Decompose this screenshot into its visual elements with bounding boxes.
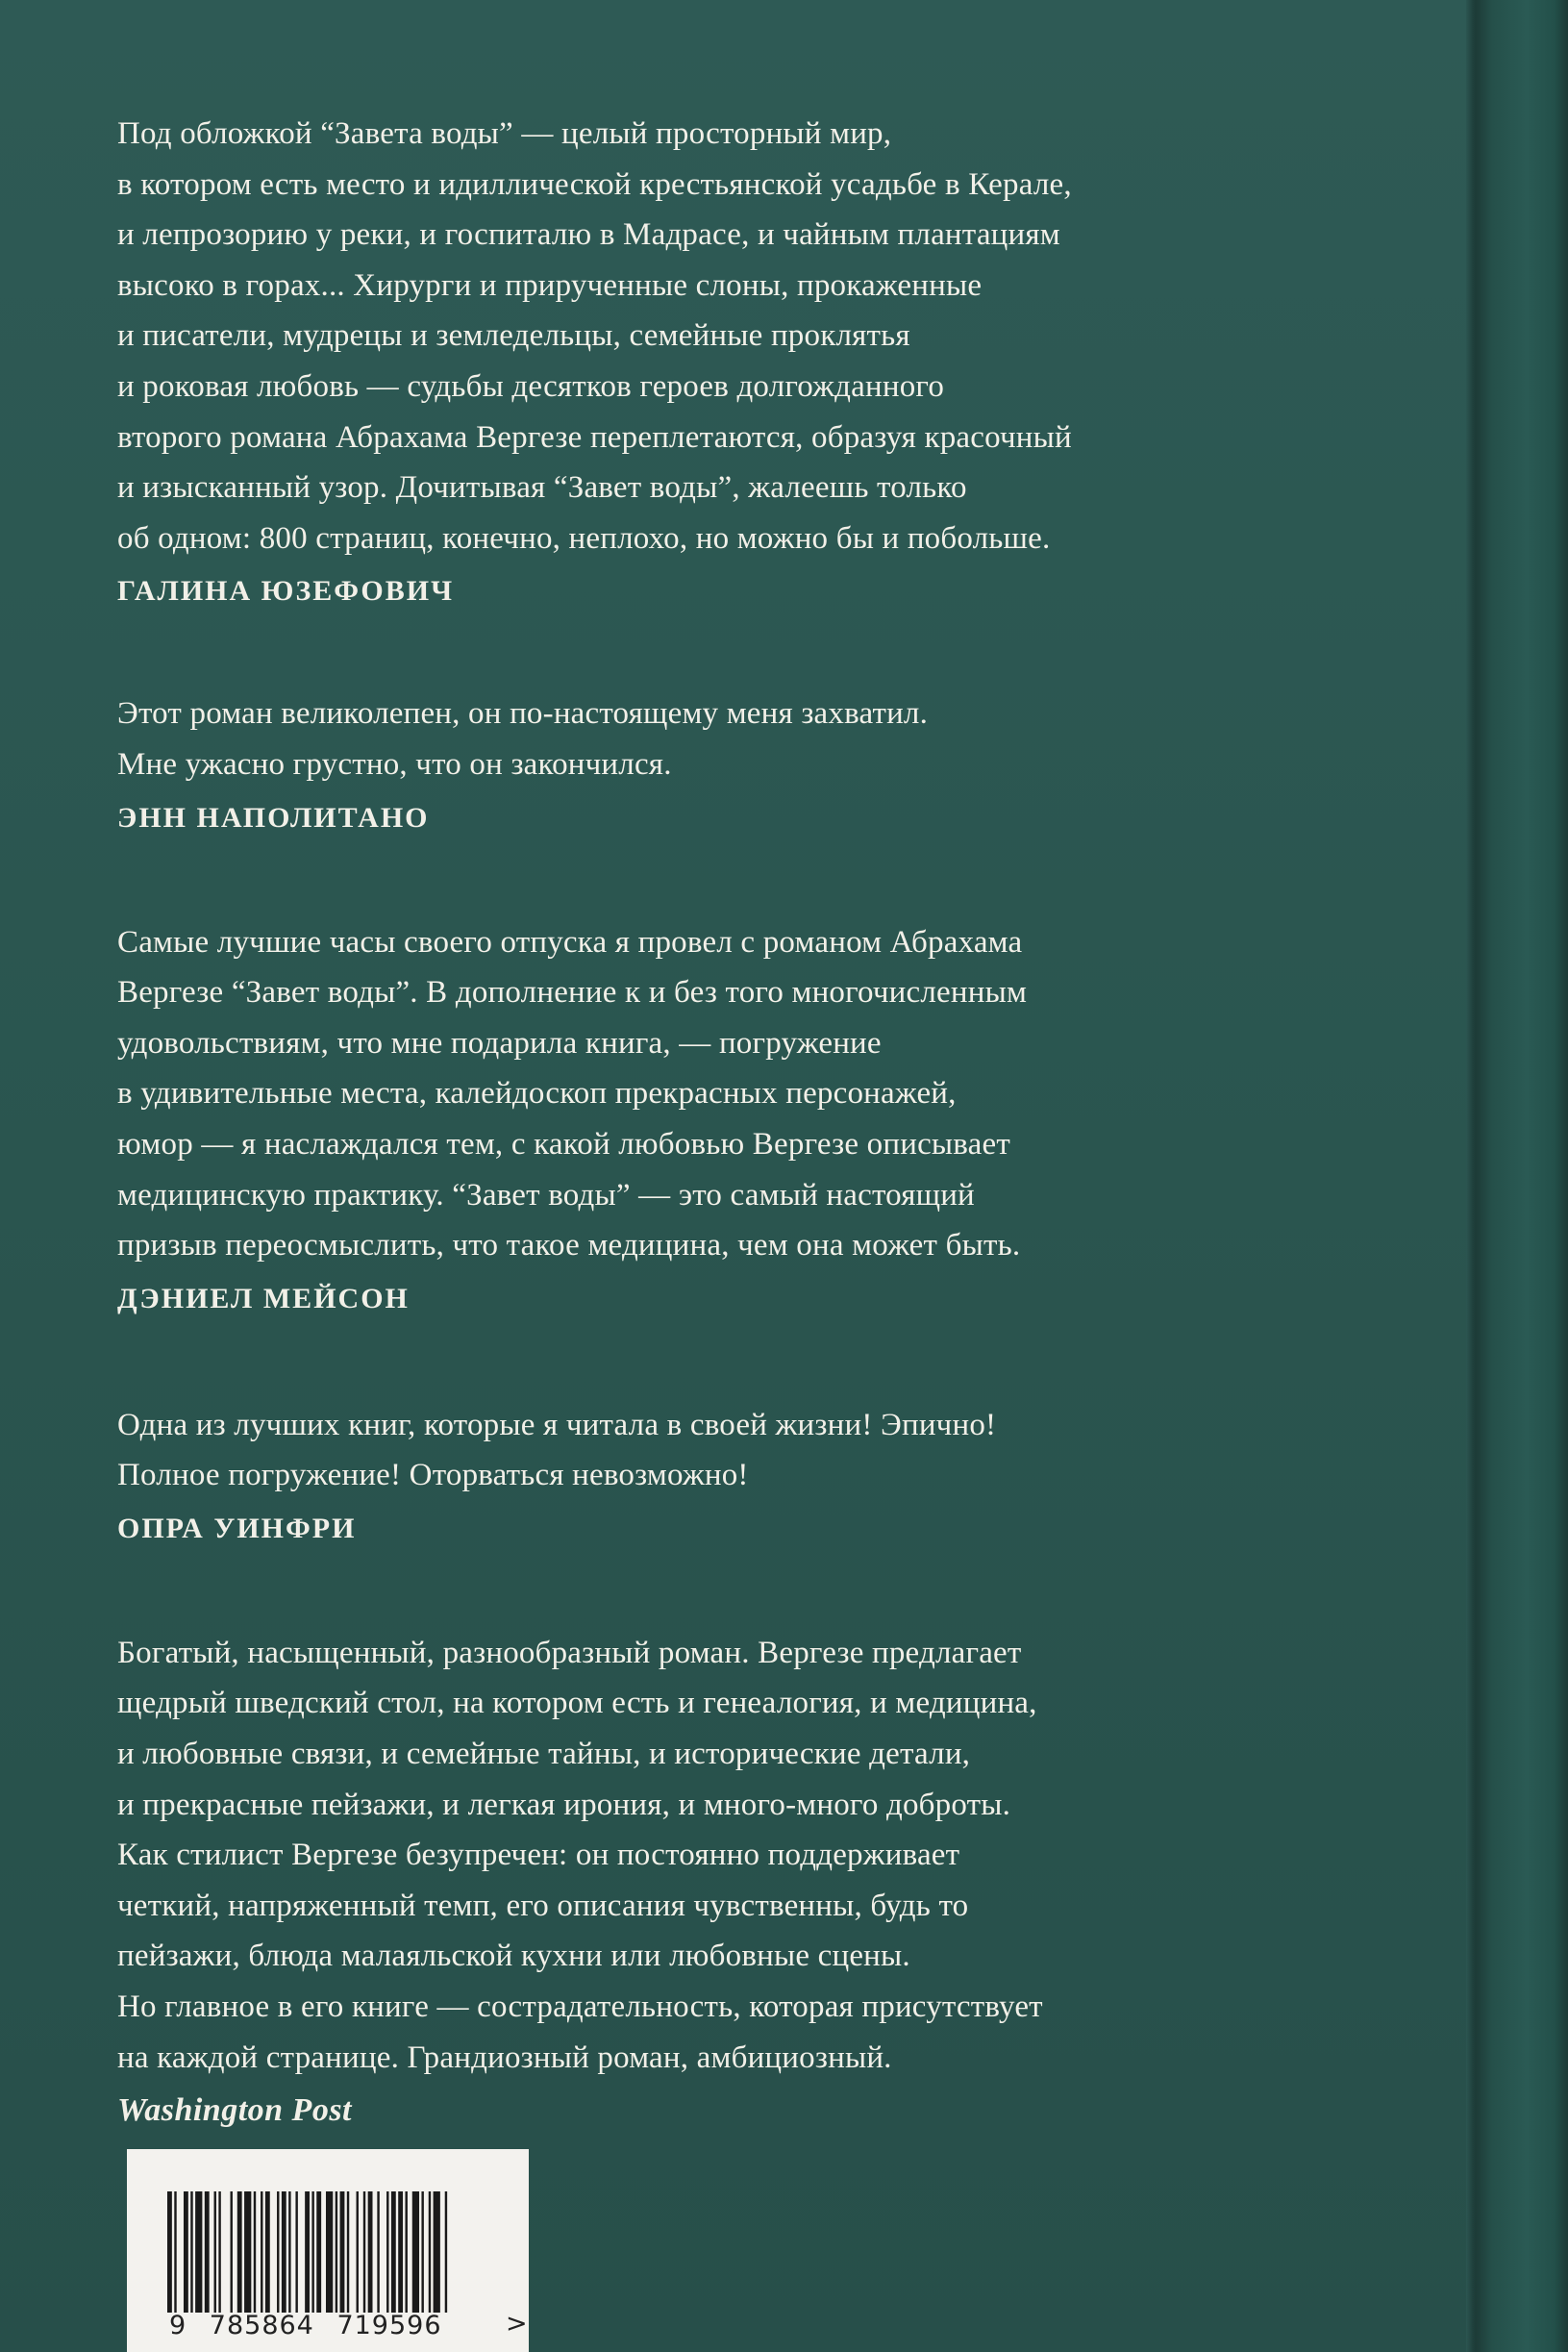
review-line: Мне ужасно грустно, что он закончился. bbox=[117, 746, 672, 782]
barcode-bar bbox=[195, 2191, 202, 2313]
barcode-bar bbox=[205, 2191, 210, 2313]
reviews-block bbox=[117, 109, 1406, 2194]
barcode-digit-group: 785864 bbox=[209, 2311, 314, 2340]
review-line: пейзажи, блюда малаяльской кухни или любовные сцены. bbox=[117, 1939, 910, 1974]
barcode-bar bbox=[190, 2191, 192, 2313]
review bbox=[117, 109, 1406, 613]
review-line: в котором есть место и идиллической крестьянской усадьбе в Керале, bbox=[117, 166, 1072, 202]
review-line: высоко в горах... Хирурги и прирученные слоны, прокаженные bbox=[117, 267, 983, 303]
review bbox=[117, 917, 1406, 1321]
barcode-bar bbox=[288, 2191, 290, 2313]
review-line: Одна из лучших книг, которые я читала в своей жизни! Эпично! bbox=[117, 1407, 997, 1442]
barcode-bar bbox=[305, 2191, 310, 2313]
barcode-bar bbox=[405, 2191, 407, 2313]
review-line: Вергезе “Завет воды”. В дополнение к и без того многочисленным bbox=[117, 975, 1028, 1011]
barcode-bar bbox=[277, 2191, 279, 2313]
barcode-bar bbox=[368, 2191, 373, 2313]
barcode-bar bbox=[340, 2191, 345, 2313]
barcode-bar bbox=[218, 2191, 220, 2313]
review bbox=[117, 688, 1406, 839]
barcode-digit-group: 719596 bbox=[336, 2311, 442, 2340]
barcode-bar bbox=[434, 2191, 440, 2313]
barcode-bars bbox=[167, 2191, 452, 2313]
barcode-bar bbox=[398, 2191, 403, 2313]
review-line: щедрый шведский стол, на котором есть и генеалогия, и медицина, bbox=[117, 1686, 1037, 1721]
barcode-bar bbox=[254, 2191, 256, 2313]
review-line: Самые лучшие часы своего отпуска я провел с романом Абрахама bbox=[117, 924, 1023, 960]
barcode-bar bbox=[429, 2191, 431, 2313]
barcode-bar bbox=[391, 2191, 396, 2313]
review-line: Но главное в его книге — сострадательность, которая присутствует bbox=[117, 1989, 1043, 2025]
barcode-label bbox=[127, 2149, 529, 2352]
barcode-digits bbox=[169, 2311, 456, 2340]
barcode-bar bbox=[265, 2191, 270, 2313]
review-line: и любовные связи, и семейные тайны, и исторические детали, bbox=[117, 1737, 971, 1772]
review-line: об одном: 800 страниц, конечно, неплохо, но можно бы и побольше. bbox=[117, 520, 1051, 556]
barcode-bar bbox=[412, 2191, 419, 2313]
barcode-bar bbox=[295, 2191, 297, 2313]
book-spine bbox=[1476, 0, 1568, 2352]
review-line: медицинскую практику. “Завет воды” — это самый настоящий bbox=[117, 1177, 975, 1213]
review-source: Washington Post bbox=[117, 2092, 353, 2129]
review-author: ОПРА УИНФРИ bbox=[117, 1512, 357, 1544]
barcode-bar bbox=[214, 2191, 216, 2313]
barcode-bar bbox=[336, 2191, 337, 2313]
barcode-bar bbox=[237, 2191, 242, 2313]
review-line: и писатели, мудрецы и земледельцы, семейные проклятья bbox=[117, 318, 910, 354]
barcode-bar bbox=[357, 2191, 359, 2313]
review-line: на каждой странице. Грандиозный роман, амбициозный. bbox=[117, 2039, 892, 2075]
barcode-bar bbox=[377, 2191, 379, 2313]
review-line: Под обложкой “Завета воды” — целый просторный мир, bbox=[117, 116, 892, 151]
barcode-bar bbox=[311, 2191, 313, 2313]
barcode-bar bbox=[231, 2191, 233, 2313]
review-line: удовольствиям, что мне подарила книга, — погружение bbox=[117, 1025, 882, 1061]
barcode-bar bbox=[244, 2191, 251, 2313]
review-line: и лепрозорию у реки, и госпиталю в Мадрасе, и чайным плантациям bbox=[117, 217, 1060, 253]
barcode-bar bbox=[421, 2191, 423, 2313]
review-author: ГАЛИНА ЮЗЕФОВИЧ bbox=[117, 575, 455, 608]
review-line: Полное погружение! Оторваться невозможно! bbox=[117, 1458, 749, 1493]
review-line: и изысканный узор. Дочитывая “Завет воды”, жалеешь только bbox=[117, 470, 967, 506]
barcode-bar bbox=[282, 2191, 286, 2313]
barcode-bar bbox=[174, 2191, 176, 2313]
review bbox=[117, 1628, 1406, 2133]
barcode-bar bbox=[347, 2191, 349, 2313]
review-line: второго романа Абрахама Вергезе переплетаются, образуя красочный bbox=[117, 419, 1072, 455]
barcode-digit-group: 9 bbox=[169, 2311, 187, 2340]
barcode-bar bbox=[167, 2191, 172, 2313]
review-line: четкий, напряженный темп, его описания чувственны, будь то bbox=[117, 1888, 969, 1923]
barcode-bar bbox=[326, 2191, 333, 2313]
barcode-bar bbox=[386, 2191, 388, 2313]
barcode-bar bbox=[363, 2191, 365, 2313]
review-line: и прекрасные пейзажи, и легкая ирония, и много-много доброты. bbox=[117, 1787, 1011, 1822]
barcode-bar bbox=[261, 2191, 262, 2313]
review-line: и роковая любовь — судьбы десятков героев долгожданного bbox=[117, 368, 945, 404]
review bbox=[117, 1400, 1406, 1551]
review-line: Богатый, насыщенный, разнообразный роман. Вергезе предлагает bbox=[117, 1635, 1022, 1670]
review-line: Как стилист Вергезе безупречен: он постоянно поддерживает bbox=[117, 1838, 960, 1873]
barcode-arrow-mark: > bbox=[506, 2309, 528, 2339]
review-line: юмор — я наслаждался тем, с какой любовью Вергезе описывает bbox=[117, 1126, 1010, 1162]
review-line: призыв переосмыслить, что такое медицина, чем она может быть. bbox=[117, 1228, 1021, 1264]
review-author: ДЭНИЕЛ МЕЙСОН bbox=[117, 1282, 410, 1314]
barcode-bar bbox=[445, 2191, 447, 2313]
review-line: в удивительные места, калейдоскоп прекрасных персонажей, bbox=[117, 1076, 957, 1112]
review-author: ЭНН НАПОЛИТАНО bbox=[117, 801, 430, 834]
review-line: Этот роман великолепен, он по-настоящему меня захватил. bbox=[117, 696, 929, 732]
barcode-bar bbox=[316, 2191, 321, 2313]
barcode-bar bbox=[184, 2191, 188, 2313]
